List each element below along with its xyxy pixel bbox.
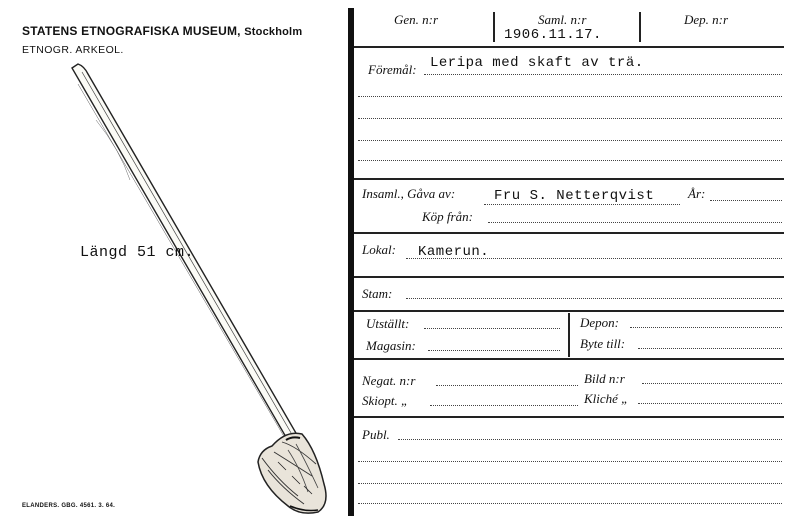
magasin-label: Magasin:: [366, 338, 416, 353]
ladle-drawing: [0, 0, 345, 524]
insaml-value: Fru S. Netterqvist: [494, 188, 655, 204]
insaml-rule: [354, 232, 784, 234]
publ-line: [398, 439, 782, 440]
saml-nr-value: 1906.11.17.: [504, 27, 602, 43]
foremal-line-3: [358, 118, 782, 119]
skiopt-line: [430, 405, 578, 406]
byte-label: Byte till:: [580, 336, 626, 351]
publ-label: Publ.: [362, 427, 390, 442]
kliche-line: [638, 403, 782, 404]
utstallt-line: [424, 328, 560, 329]
magasin-line: [428, 350, 560, 351]
negat-label: Negat. n:r: [362, 373, 416, 388]
byte-line: [638, 348, 782, 349]
utstallt-divider: [568, 313, 570, 357]
museum-name: STATENS ETNOGRAFISKA MUSEUM,: [22, 24, 241, 38]
stam-label: Stam:: [362, 286, 393, 301]
publ-line-3: [358, 483, 782, 484]
lokal-value: Kamerun.: [418, 244, 490, 260]
length-note: Längd 51 cm.: [80, 244, 195, 261]
ar-line: [710, 200, 782, 201]
bild-label: Bild n:r: [584, 371, 625, 386]
stam-rule: [354, 310, 784, 312]
foremal-label: Föremål:: [368, 62, 417, 77]
foremal-line-2: [358, 96, 782, 97]
foremal-line: [424, 74, 782, 75]
foremal-line-5: [358, 160, 782, 161]
depon-label: Depon:: [580, 315, 619, 330]
negat-rule: [354, 416, 784, 418]
lokal-line: [406, 258, 782, 259]
depon-line: [630, 327, 782, 328]
foremal-value: Leripa med skaft av trä.: [430, 55, 644, 71]
printer-mark: ELANDERS. GBG. 4561. 3. 64.: [22, 503, 116, 509]
card-spine: [348, 8, 354, 516]
kop-line: [488, 222, 782, 223]
header-rule: [354, 46, 784, 48]
catalog-card: [344, 0, 800, 524]
gen-nr-label: Gen. n:r: [394, 12, 439, 27]
lokal-rule: [354, 276, 784, 278]
insaml-label: Insaml., Gåva av:: [362, 186, 456, 201]
dep-nr-label: Dep. n:r: [684, 12, 729, 27]
foremal-rule: [354, 178, 784, 180]
utstallt-label: Utställt:: [366, 316, 410, 331]
header-divider-2: [639, 12, 641, 42]
kop-label: Köp från:: [422, 209, 473, 224]
utstallt-rule: [354, 358, 784, 360]
header-divider-1: [493, 12, 495, 42]
stam-line: [406, 298, 782, 299]
kliche-label: Kliché „: [584, 391, 629, 406]
lokal-label: Lokal:: [362, 242, 396, 257]
card-left-side: [0, 0, 345, 524]
negat-line: [436, 385, 578, 386]
skiopt-label: Skiopt. „: [362, 393, 409, 408]
department-label: ETNOGR. ARKEOL.: [22, 44, 124, 56]
foremal-line-4: [358, 140, 782, 141]
saml-nr-label: Saml. n:r: [538, 12, 587, 27]
bild-line: [642, 383, 782, 384]
publ-line-4: [358, 503, 782, 504]
museum-city: Stockholm: [244, 26, 303, 38]
publ-line-2: [358, 461, 782, 462]
insaml-line: [484, 204, 680, 205]
ar-label: År:: [688, 186, 706, 201]
